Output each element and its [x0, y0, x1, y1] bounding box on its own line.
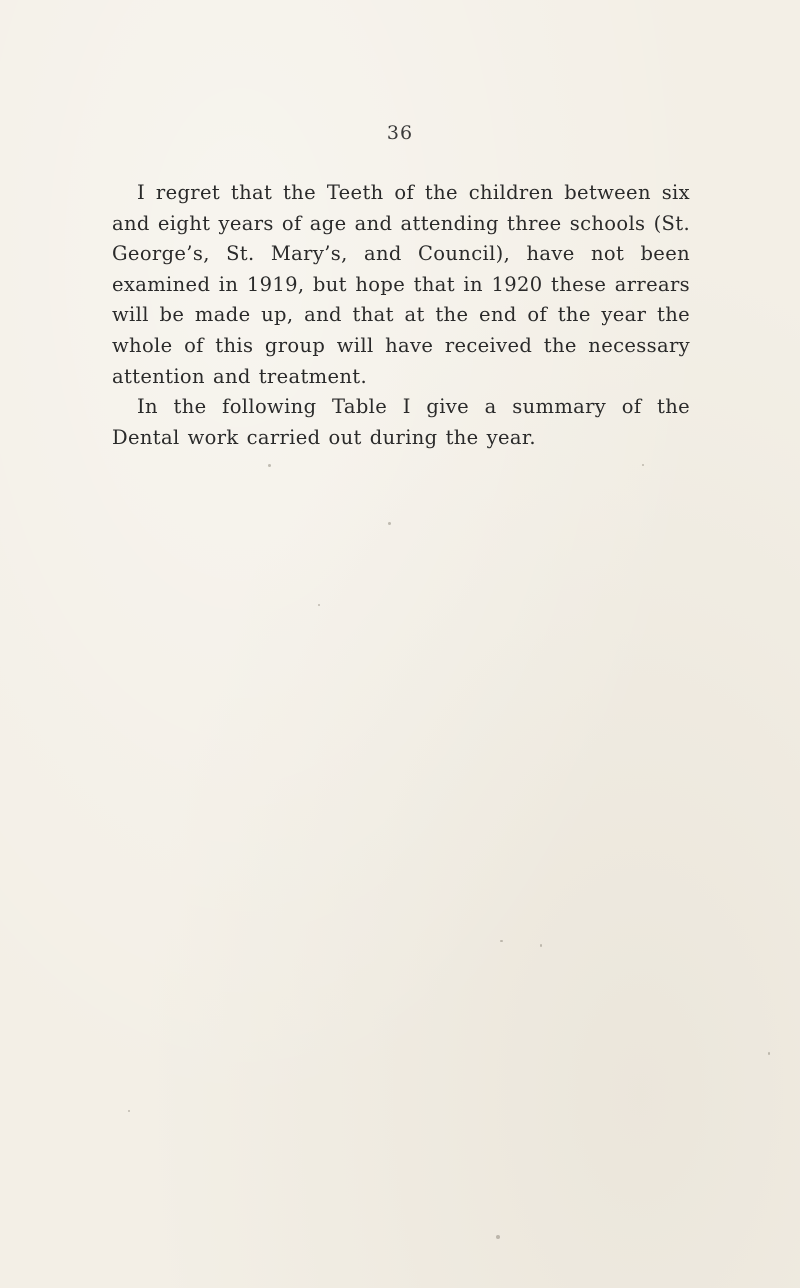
body-text: [112, 178, 690, 453]
paper-speck: [388, 522, 391, 525]
paper-speck: [496, 1235, 500, 1239]
paragraph-dental-summary: In the following Table I give a summary of the Dental work carried out during the year.: [112, 395, 690, 449]
paper-speck: [500, 940, 503, 942]
paper-speck: [540, 944, 542, 947]
paper-speck: [318, 604, 320, 606]
paragraph-teeth-examination: I regret that the Teeth of the children between six and eight years of age and attending three schools (St. George’s, St. Mary’s, and Council), have not been examined in 1919, but hope that in 1920 these arrears will be made up, and that at the end of the year the whole of this group will have received the necessary attention and treatment.: [112, 181, 690, 388]
paper-speck: [768, 1052, 770, 1055]
page-number: 36: [386, 122, 414, 144]
paper-speck: [268, 464, 271, 467]
paper-speck: [642, 464, 644, 466]
paper-speck: [128, 1110, 130, 1112]
